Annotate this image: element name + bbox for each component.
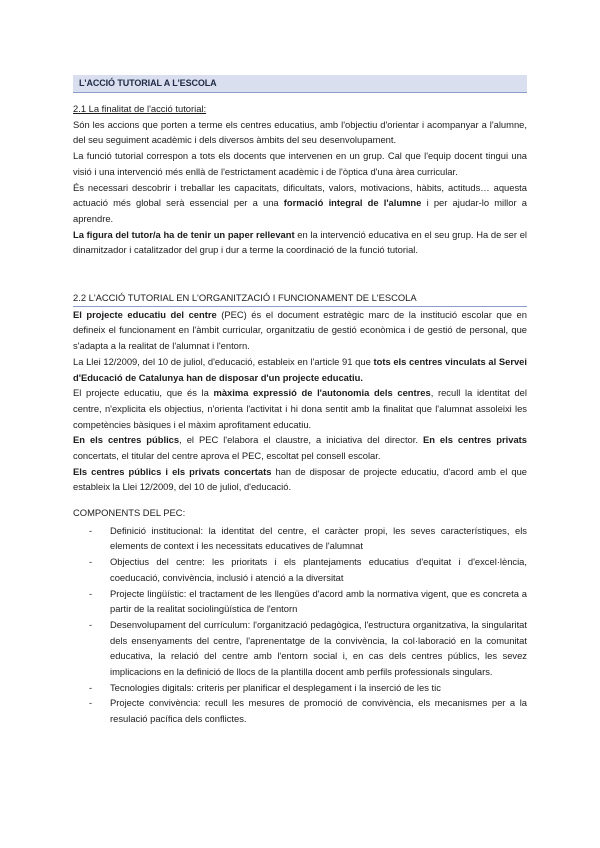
paragraph: La Llei 12/2009, del 10 de juliol, d'educació, estableix en l'article 91 que tots els centres vinculats al Servei d'Educació de Catalunya han de disposar d'un projecte educatiu. bbox=[73, 355, 527, 383]
section-2-1 bbox=[73, 101, 527, 258]
list-item: - Definició institucional: la identitat del centre, el caràcter propi, les seves característiques, els elements de context i les necessitats educatives de l'alumnat bbox=[89, 524, 527, 552]
section-heading: L'ACCIÓ TUTORIAL A L'ESCOLA bbox=[79, 78, 217, 88]
dash-bullet: - bbox=[89, 697, 93, 709]
paragraph: Els centres públics i els privats concertats han de disposar de projecte educatiu, d'acord amb el que estableix la Llei 12/2009, del 10 de juliol, d'educació. bbox=[73, 465, 528, 493]
list-item: - Desenvolupament del currículum: l'organització pedagògica, l'estructura organitzativa, la singularitat dels ensenyaments del centre, l'aprenentatge de la convivència, la col·laboració en la comunitat educativa, la relació del centre amb l'entorn social i, en cas dels centres públics, les sevez implicacions en la definició de llocs de la plantilla docent amb perfils professionals singulars. bbox=[89, 618, 527, 678]
paragraph: Són les accions que porten a terme els centres educatius, amb l'objectiu d'orientar i acompanyar a l'alumne, del seu seguiment acadèmic i dels diversos àmbits del seu desenvolupament. bbox=[73, 118, 527, 146]
list-item: - Projecte convivència: recull les mesures de promoció de convivència, els mecanismes per a la resulació pacífica dels conflictes. bbox=[89, 697, 527, 725]
paragraph: La funció tutorial correspon a tots els docents que intervenen en un grup. Cal que l'equip docent tingui una visió i una intervenció més enllà de l'estrictament acadèmic i de l'òptica d'una àrea curricular. bbox=[73, 150, 527, 177]
dash-bullet: - bbox=[89, 524, 93, 536]
dash-bullet: - bbox=[89, 587, 93, 599]
paragraph: El projecte educatiu, que és la màxima expressió de l'autonomia dels centres, recull la identitat del centre, n'explicita els objectius, n'orienta l'activitat i hi dona sentit amb la finalitat que l'alumnat assoleixi les competències bàsiques i el màxim aprofitament educatiu. bbox=[73, 387, 527, 430]
section-2-2 bbox=[73, 290, 527, 495]
dash-bullet: - bbox=[89, 681, 93, 693]
section-heading-bar bbox=[73, 75, 527, 93]
list-item: - Objectius del centre: les prioritats i els plantejaments educatius d'equitat i d'excel·lència, coeducació, convivència, inclusió i atenció a la diversitat bbox=[89, 556, 527, 583]
components-section bbox=[73, 505, 527, 727]
paragraph: És necessari descobrir i treballar les capacitats, dificultats, valors, motivacions, hàbits, actituds… aquesta actuació més global serà essencial per a una formació integral de l'alumne i per ajudar-lo millor a aprendre. bbox=[73, 181, 527, 224]
dash-bullet: - bbox=[89, 618, 93, 630]
section-2-1-title: 2.1 La finalitat de l'acció tutorial: bbox=[73, 103, 207, 114]
list-item: - Tecnologies digitals: criteris per planificar el desplegament i la inserció de les tic bbox=[73, 680, 527, 696]
section-2-2-title: 2.2 L'ACCIÓ TUTORIAL EN L'ORGANITZACIÓ I FUNCIONAMENT DE L'ESCOLA bbox=[73, 290, 527, 307]
components-title: COMPONENTS DEL PEC: bbox=[73, 507, 186, 518]
paragraph: En els centres públics, el PEC l'elabora el claustre, a iniciativa del director. En els centres privats concertats, el titular del centre aprova el PEC, escoltat pel consell escolar. bbox=[73, 434, 527, 462]
list-item: - Projecte lingüístic: el tractament de les llengües d'acord amb la normativa vigent, que es concreta a partir de la realitat sociolingüística de l'entorn bbox=[89, 587, 527, 615]
paragraph: La figura del tutor/a ha de tenir un paper rellevant en la intervenció educativa en el seu grup. Ha de ser el dinamitzador i catalitzador del grup i dur a terme la coordinació de la funció tutorial. bbox=[73, 228, 527, 256]
paragraph: El projecte educatiu del centre (PEC) és el document estratègic marc de la institució escolar que en defineix el funcionament en l'àmbit curricular, organitzatiu de gestió econòmica i de gestió de personal, que s'adapta a la realitat de l'alumnat i l'entorn. bbox=[73, 308, 527, 352]
components-list bbox=[73, 523, 527, 727]
dash-bullet: - bbox=[89, 556, 93, 568]
